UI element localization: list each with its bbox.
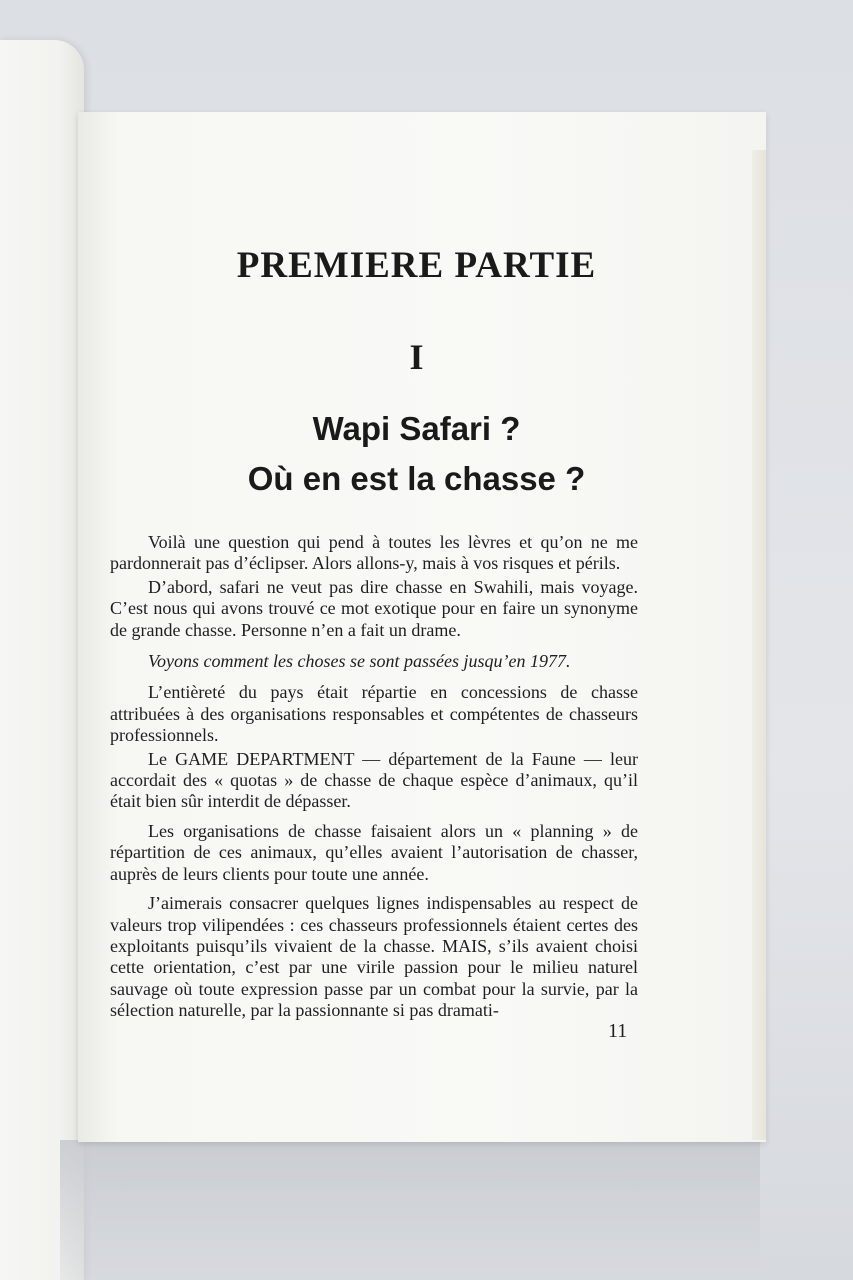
page-number: 11 [608, 1020, 628, 1042]
chapter-title-line-2: Où en est la chasse ? [247, 460, 586, 497]
paragraph: L’entièreté du pays était répartie en concessions de chasse attribuées à des organisations responsables et compétentes de chasseurs professionnels. [110, 682, 638, 746]
page-stack-edge [752, 150, 766, 1140]
chapter-title [0, 404, 843, 504]
paragraph: D’abord, safari ne veut pas dire chasse en Swahili, mais voyage. C’est nous qui avons trouvé ce mot exotique pour en faire un synonyme de grande chasse. Personne n’en a fait un drame. [110, 576, 638, 640]
body-text [110, 532, 638, 1024]
paragraph: Le GAME DEPARTMENT — département de la Faune — leur accordait des « quotas » de chasse de chaque espèce d’animaux, qu’il était bien sûr interdit de dépasser. [110, 748, 638, 812]
paragraph: Les organisations de chasse faisaient alors un « planning » de répartition de ces animaux, qu’elles avaient l’autorisation de chasser, auprès de leurs clients pour toute une année. [110, 820, 638, 884]
paragraph: J’aimerais consacrer quelques lignes indispensables au respect de valeurs trop vilipendées : ces chasseurs professionnels étaient certes des exploitants puisqu’ils vivaient de la chasse. MAIS, s’ils avaient choisi cette orientation, c’est par une virile passion pour le milieu naturel sauvage où toute expression passe par un combat pour la survie, par la sélection naturelle, par la passionnante si pas dramati- [110, 893, 638, 1021]
paragraph: Voilà une question qui pend à toutes les lèvres et qu’on ne me pardonnerait pas d’éclipser. Alors allons-y, mais à vos risques et périls. [110, 532, 638, 574]
book-shadow [60, 1140, 760, 1280]
facing-page-edge [0, 40, 84, 1280]
chapter-title-line-1: Wapi Safari ? [312, 410, 521, 447]
paragraph-italic: Voyons comment les choses se sont passées jusqu’en 1977. [148, 651, 571, 672]
chapter-number: I [409, 337, 424, 377]
part-title: PREMIERE PARTIE [236, 245, 597, 286]
